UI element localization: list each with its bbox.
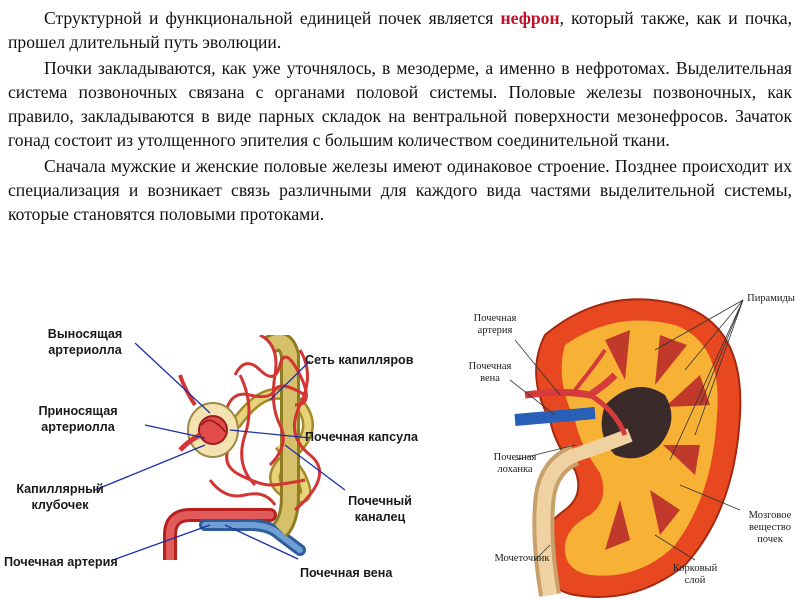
label-kidney-artery-line2: артерия: [477, 325, 513, 336]
label-afferent-line1: Приносящая: [38, 404, 118, 418]
label-kidney-artery: [460, 313, 530, 337]
label-medulla-line2: вещество: [749, 522, 791, 533]
label-renal-artery-left: Почечная артерия: [4, 555, 118, 569]
label-kidney-pelvis: [480, 452, 550, 476]
label-cortex: [660, 563, 730, 587]
label-tubule: [335, 493, 425, 525]
label-kidney-pelvis-line2: лоханка: [497, 464, 533, 475]
label-capsule: Почечная капсула: [305, 430, 418, 444]
label-efferent-arteriole: [30, 326, 140, 358]
label-glomerulus-line1: Капиллярный: [16, 482, 104, 496]
label-cortex-line2: слой: [684, 575, 706, 586]
label-medulla-line1: Мозговое: [748, 510, 792, 521]
label-kidney-pelvis-line1: Почечная: [493, 452, 537, 463]
diagram-area: [0, 295, 800, 600]
label-tubule-line2: каналец: [354, 510, 406, 524]
label-ureter: Мочеточник: [494, 553, 550, 564]
label-kidney-vein-line1: Почечная: [468, 361, 512, 372]
label-capillary-net: Сеть капилляров: [305, 353, 414, 367]
paragraph-1-end: , который также, как и почка, прошел длительный путь эволюции.: [8, 8, 792, 53]
highlight-nephron: нефрон: [500, 8, 560, 28]
label-kidney-vein-line2: вена: [480, 373, 500, 384]
label-afferent-arteriole: [18, 403, 138, 435]
paragraph-3: Сначала мужские и женские половые железы имеют одинаковое строение. Позднее происходит их специализация и возникает связь различными для каждого вида частями выделительной системы, которые становятся половыми протоками.: [8, 155, 792, 225]
label-medulla: [735, 510, 800, 546]
label-efferent-line2: артериолла: [48, 343, 122, 357]
label-medulla-line3: почек: [757, 534, 783, 545]
label-pyramids: Пирамиды: [747, 293, 795, 304]
paragraph-1: [8, 6, 792, 55]
label-kidney-vein: [455, 361, 525, 385]
paragraph-2: Почки закладываются, как уже уточнялось, в мезодерме, а именно в нефротомах. Выделительная система позвоночных связана с органами половой системы. Половые железы позвоночных, как правило, закладываются в виде парных складок на вентральной поверхности мезонефросов. Зачаток гонад состоит из утолщенного эпителия с большим количеством соединительной ткани.: [8, 57, 792, 151]
text-block: [8, 6, 792, 228]
label-afferent-line2: артериолла: [41, 420, 115, 434]
label-glomerulus-line2: клубочек: [31, 498, 89, 512]
paragraph-1-start: Структурной и функциональной единицей почек является: [44, 8, 501, 28]
label-kidney-artery-line1: Почечная: [473, 313, 517, 324]
label-cortex-line1: Корковый: [672, 563, 718, 574]
label-glomerulus: [0, 481, 120, 513]
label-efferent-line1: Выносящая: [47, 327, 123, 341]
label-tubule-line1: Почечный: [348, 494, 412, 508]
label-renal-vein-left: Почечная вена: [300, 566, 393, 580]
